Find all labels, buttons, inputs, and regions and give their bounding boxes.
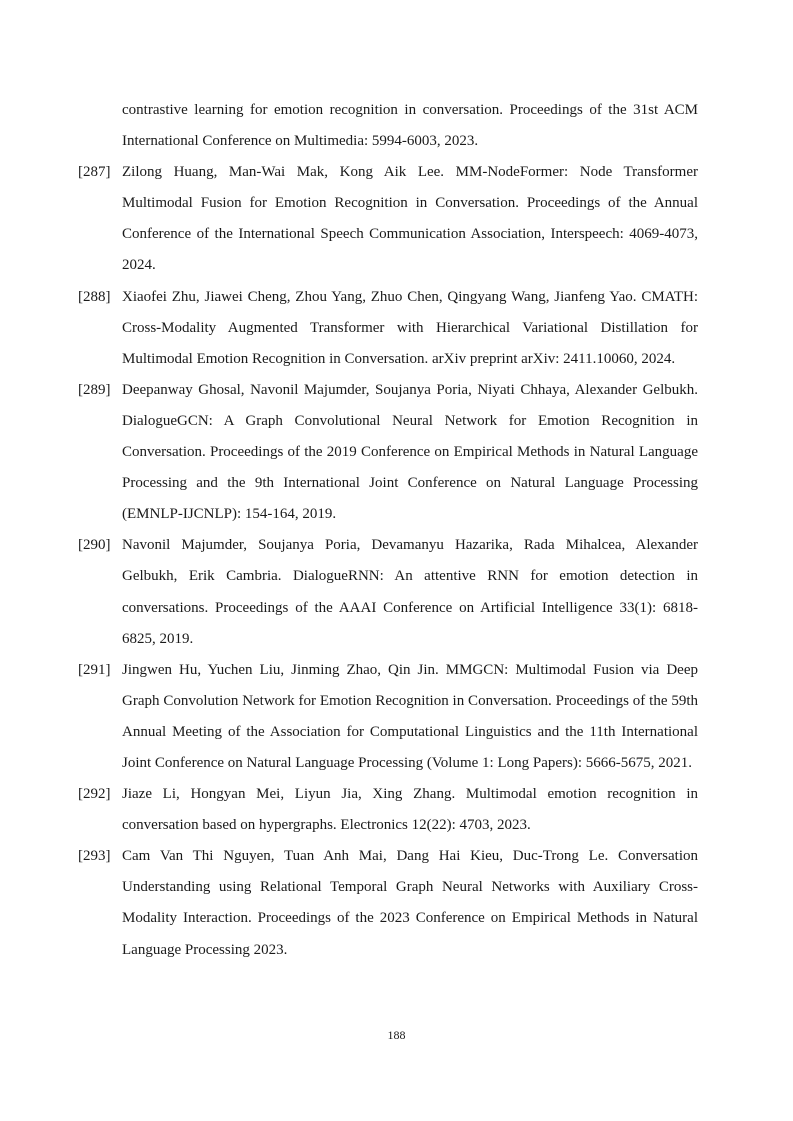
reference-entry: [78, 530, 698, 654]
reference-text: Navonil Majumder, Soujanya Poria, Devamanyu Hazarika, Rada Mihalcea, Alexander Gelbukh, Erik Cambria. DialogueRNN: An attentive RNN for emotion detection in conversations. Proceedings of the AAAI Conference on Artificial Intelligence 33(1): 6818-6825, 2019.: [122, 537, 698, 647]
reference-text: Zilong Huang, Man-Wai Mak, Kong Aik Lee. MM-NodeFormer: Node Transformer Multimodal Fusion for Emotion Recognition in Conversation. Proceedings of the Annual Conference of the International Speech Communication Association, Interspeech: 4069-4073, 2024.: [122, 164, 698, 274]
reference-entry: [78, 157, 698, 281]
reference-entry: [78, 779, 698, 841]
reference-text: Deepanway Ghosal, Navonil Majumder, Soujanya Poria, Niyati Chhaya, Alexander Gelbukh. DialogueGCN: A Graph Convolutional Neural Network for Emotion Recognition in Conversation. Proceedings of the 2019 Conference on Empirical Methods in Natural Language Processing and the 9th International Joint Conference on Natural Language Processing (EMNLP-IJCNLP): 154-164, 2019.: [122, 381, 698, 523]
reference-number: [287]: [78, 164, 111, 181]
reference-text: Xiaofei Zhu, Jiawei Cheng, Zhou Yang, Zhuo Chen, Qingyang Wang, Jianfeng Yao. CMATH: Cross-Modality Augmented Transformer with Hierarchical Variational Distillation for Multimodal Emotion Recognition in Conversation. arXiv preprint arXiv: 2411.10060, 2024.: [122, 288, 698, 367]
reference-entry: [78, 282, 698, 375]
reference-entry: [78, 841, 698, 965]
reference-number: [293]: [78, 848, 111, 865]
reference-entry: [78, 95, 698, 157]
reference-number: [292]: [78, 786, 111, 803]
reference-entry: [78, 655, 698, 779]
reference-number: [291]: [78, 661, 111, 678]
reference-number: [289]: [78, 381, 111, 398]
reference-number: [290]: [78, 537, 111, 554]
reference-text: Cam Van Thi Nguyen, Tuan Anh Mai, Dang Hai Kieu, Duc-Trong Le. Conversation Understanding using Relational Temporal Graph Neural Networks with Auxiliary Cross-Modality Interaction. Proceedings of the 2023 Conference on Empirical Methods in Natural Language Processing 2023.: [122, 848, 698, 958]
reference-number: [288]: [78, 288, 111, 305]
reference-list: [78, 95, 698, 966]
reference-text: contrastive learning for emotion recognition in conversation. Proceedings of the 31st ACM International Conference on Multimedia: 5994-6003, 2023.: [122, 102, 698, 150]
reference-text: Jingwen Hu, Yuchen Liu, Jinming Zhao, Qin Jin. MMGCN: Multimodal Fusion via Deep Graph Convolution Network for Emotion Recognition in Conversation. Proceedings of the 59th Annual Meeting of the Association for Computational Linguistics and the 11th International Joint Conference on Natural Language Processing (Volume 1: Long Papers): 5666-5675, 2021.: [122, 661, 698, 771]
reference-entry: [78, 375, 698, 530]
reference-text: Jiaze Li, Hongyan Mei, Liyun Jia, Xing Zhang. Multimodal emotion recognition in conversation based on hypergraphs. Electronics 12(22): 4703, 2023.: [122, 786, 698, 834]
page-number: 188: [387, 1028, 406, 1042]
